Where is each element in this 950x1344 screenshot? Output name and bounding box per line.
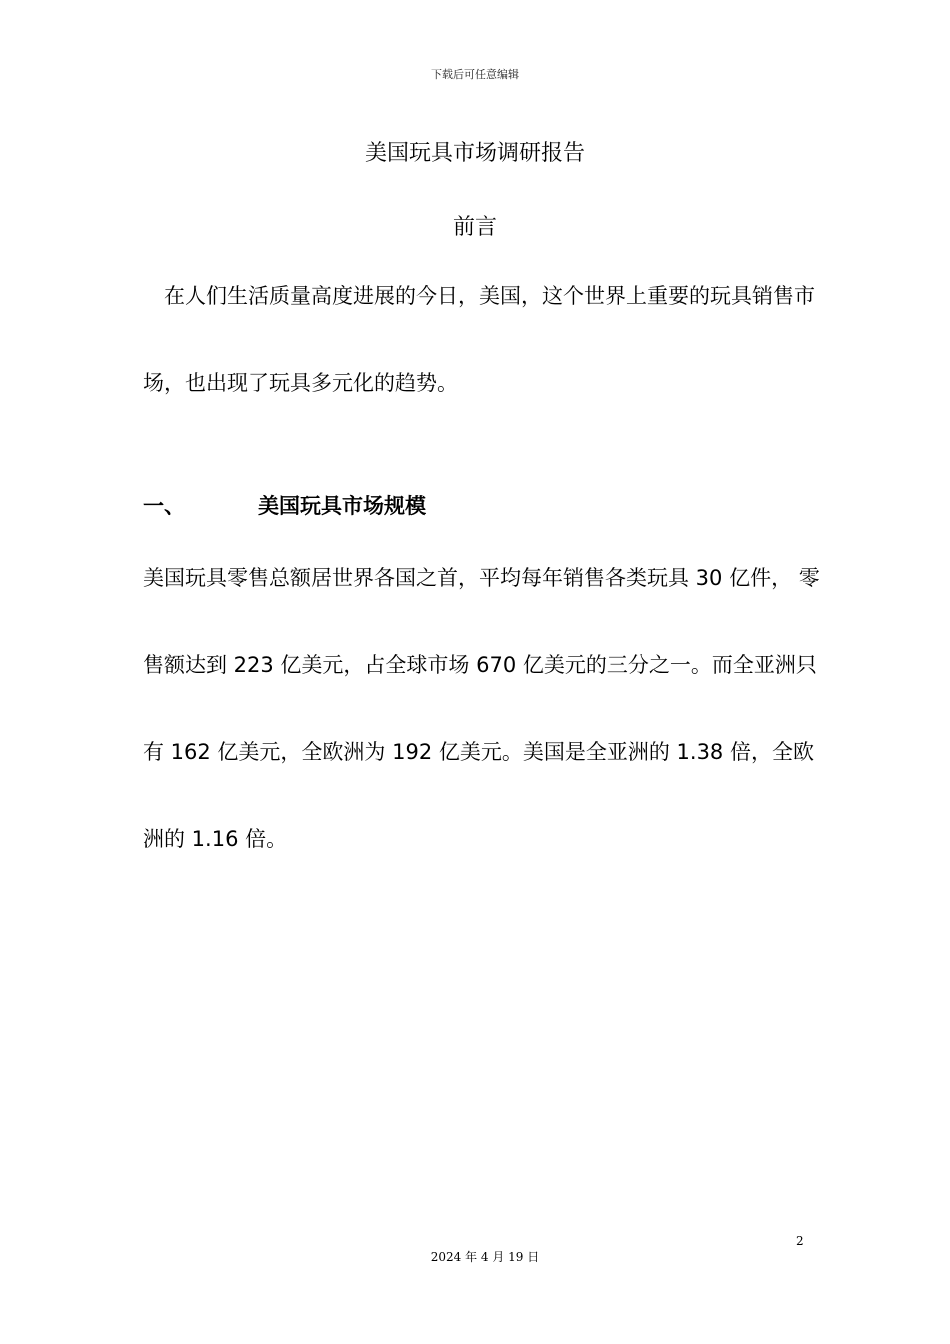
document-title: 美国玩具市场调研报告 — [364, 141, 585, 166]
page-number: 2 — [796, 1234, 804, 1248]
section-number: 一、 — [143, 494, 185, 518]
header-note: 下载后可任意编辑 — [431, 68, 519, 81]
section-title: 美国玩具市场规模 — [258, 494, 426, 518]
preface-heading: 前言 — [452, 215, 497, 240]
preface-paragraph: 在人们生活质量高度进展的今日，美国，这个世界上重要的玩具销售市场，也出现了玩具多元化的趋势。 — [143, 284, 815, 395]
section-heading — [143, 490, 823, 520]
section-paragraph: 美国玩具零售总额居世界各国之首，平均每年销售各类玩具 30 亿件， 零售额达到 223 亿美元，占全球市场 670 亿美元的三分之一。而全亚洲只有 162 亿美元，全欧洲为 192 亿美元。美国是全亚洲的 1.38 倍，全欧洲的 1.16 倍。 — [143, 566, 820, 851]
footer-date: 2024 年 4 月 19 日 — [430, 1250, 540, 1264]
